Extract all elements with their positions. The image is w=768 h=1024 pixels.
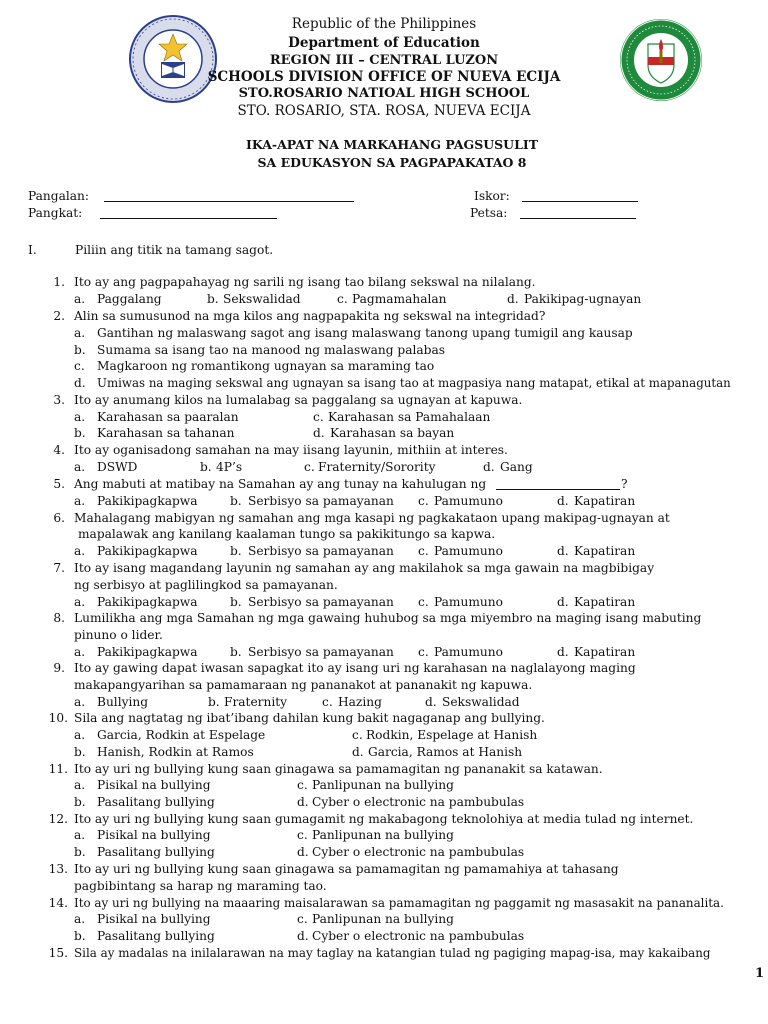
q12-number: 12.	[48, 812, 68, 826]
q4-d-option: Gang	[500, 460, 533, 474]
q10-c-option: Rodkin, Espelage at Hanish	[366, 728, 538, 742]
q7-b-option: Serbisyo sa pamayanan	[248, 595, 394, 609]
q14-text: Ito ay uri ng bullying na maaaring maisalarawan sa pamamagitan ng paggamit ng masasakit na pananalita.	[74, 896, 724, 910]
q5-d-letter: d.	[557, 494, 569, 508]
q9-text-cont: makapangyarihan sa pamamaraan ng pananakot at pananakit ng kapuwa.	[74, 678, 533, 692]
q5-c-option: Pamumuno	[434, 494, 503, 508]
q11-text: Ito ay uri ng bullying kung saan ginagawa sa pamamagitan ng pananakit sa katawan.	[74, 762, 603, 776]
q9-b-letter: b.	[208, 695, 220, 709]
pangkat-label: Pangkat:	[28, 206, 83, 220]
q8-b-letter: b.	[230, 645, 242, 659]
q3-text: Ito ay anumang kilos na lumalabag sa paggalang sa ugnayan at kapuwa.	[74, 393, 523, 407]
q5-b-letter: b.	[230, 494, 242, 508]
header-division: SCHOOLS DIVISION OFFICE OF NUEVA ECIJA	[207, 69, 561, 85]
q8-a-option: Pakikipagkapwa	[97, 645, 198, 659]
q2-a-option: Gantihan ng malaswang sagot ang isang malaswang tanong upang tumigil ang kausap	[97, 326, 633, 340]
header-republic: Republic of the Philippines	[291, 16, 477, 32]
q7-a-option: Pakikipagkapwa	[97, 595, 198, 609]
q14-b-letter: b.	[74, 929, 86, 943]
q15-number: 15.	[48, 946, 68, 960]
petsa-blank[interactable]	[520, 207, 636, 219]
q12-c-letter: c.	[297, 828, 308, 842]
header-region: REGION III – CENTRAL LUZON	[269, 53, 499, 68]
q10-text: Sila ang nagtatag ng ibat’ibang dahilan kung bakit nagaganap ang bullying.	[74, 711, 545, 725]
q7-text-cont: ng serbisyo at paglilingkod sa pamayanan.	[74, 578, 338, 592]
q6-b-letter: b.	[230, 544, 242, 558]
q8-number: 8.	[53, 611, 65, 625]
header-department: Department of Education	[288, 35, 480, 51]
q9-text: Ito ay gawing dapat iwasan sapagkat ito ay isang uri ng karahasan na naglalayong maging	[74, 661, 636, 675]
q8-d-option: Kapatiran	[574, 645, 636, 659]
q6-number: 6.	[53, 511, 65, 525]
q2-text: Alin sa sumusunod na mga kilos ang nagpapakita ng sekswal na integridad?	[74, 309, 546, 323]
q10-b-letter: b.	[74, 745, 86, 759]
q14-d-option: Cyber o electronic na pambubulas	[312, 929, 525, 943]
q9-d-letter: d.	[425, 695, 437, 709]
q8-c-letter: c.	[418, 645, 429, 659]
q11-number: 11.	[48, 762, 68, 776]
q4-number: 4.	[53, 443, 65, 457]
q2-a-letter: a.	[74, 326, 86, 340]
q11-c-letter: c.	[297, 778, 308, 792]
q5-a-option: Pakikipagkapwa	[97, 494, 198, 508]
q15-text: Sila ay madalas na inilalarawan na may taglay na katangian tulad ng pagiging mapag-isa, may kakaibang	[74, 946, 711, 960]
q11-b-letter: b.	[74, 795, 86, 809]
iskor-blank[interactable]	[522, 190, 638, 202]
q13-text: Ito ay uri ng bullying kung saan ginagawa sa pamamagitan ng pamamahiya at tahasang	[74, 862, 619, 876]
pangkat-blank[interactable]	[100, 207, 277, 219]
q12-d-letter: d.	[297, 845, 309, 859]
q7-text: Ito ay isang magandang layunin ng samahan ay ang makilahok sa mga gawain na magbibigay	[74, 561, 655, 575]
header-address: STO. ROSARIO, STA. ROSA, NUEVA ECIJA	[237, 103, 531, 119]
exam-title-line2: SA EDUKASYON SA PAGPAPAKATAO 8	[257, 155, 527, 170]
q4-a-letter: a.	[74, 460, 86, 474]
q8-c-option: Pamumuno	[434, 645, 503, 659]
q1-text: Ito ay ang pagpapahayag ng sarili ng isang tao bilang sekswal na nilalang.	[74, 275, 536, 289]
q10-a-letter: a.	[74, 728, 86, 742]
q9-a-option: Bullying	[97, 695, 149, 709]
q3-b-letter: b.	[74, 426, 86, 440]
q12-b-option: Pasalitang bullying	[97, 845, 215, 859]
q1-a-letter: a.	[74, 292, 86, 306]
q14-d-letter: d.	[297, 929, 309, 943]
q14-b-option: Pasalitang bullying	[97, 929, 215, 943]
q2-b-letter: b.	[74, 343, 86, 357]
q11-d-letter: d.	[297, 795, 309, 809]
q3-c-letter: c.	[313, 410, 324, 424]
petsa-label: Petsa:	[470, 206, 508, 220]
q11-c-option: Panlipunan na bullying	[312, 778, 454, 792]
pangalan-label: Pangalan:	[28, 189, 89, 203]
q7-number: 7.	[53, 561, 65, 575]
q5-b-option: Serbisyo sa pamayanan	[248, 494, 394, 508]
q3-c-option: Karahasan sa Pamahalaan	[328, 410, 491, 424]
q5-d-option: Kapatiran	[574, 494, 636, 508]
q6-c-option: Pamumuno	[434, 544, 503, 558]
q12-a-letter: a.	[74, 828, 86, 842]
q13-text-cont: pagbibintang sa harap ng maraming tao.	[74, 879, 327, 893]
q12-text: Ito ay uri ng bullying kung saan gumagamit ng makabagong teknolohiya at media tulad ng internet.	[74, 812, 694, 826]
q4-c-letter: c.	[304, 460, 315, 474]
q4-b-option: 4P’s	[216, 460, 243, 474]
q3-b-option: Karahasan sa tahanan	[97, 426, 235, 440]
q9-d-option: Sekswalidad	[442, 695, 520, 709]
q7-c-letter: c.	[418, 595, 429, 609]
q6-d-option: Kapatiran	[574, 544, 636, 558]
q1-d-letter: d.	[507, 292, 519, 306]
q11-a-option: Pisikal na bullying	[97, 778, 211, 792]
q3-number: 3.	[53, 393, 65, 407]
q6-text-cont: mapalawak ang kanilang kaalaman tungo sa pakikitungo sa kapwa.	[78, 527, 496, 541]
q5-question-mark: ?	[621, 477, 628, 491]
q12-c-option: Panlipunan na bullying	[312, 828, 454, 842]
q4-d-letter: d.	[483, 460, 495, 474]
q3-a-option: Karahasan sa paaralan	[97, 410, 239, 424]
q11-a-letter: a.	[74, 778, 86, 792]
section-number: I.	[28, 243, 37, 257]
header-school: STO.ROSARIO NATIOAL HIGH SCHOOL	[238, 86, 530, 101]
q1-b-option: Sekswalidad	[223, 292, 301, 306]
q6-b-option: Serbisyo sa pamayanan	[248, 544, 394, 558]
q8-b-option: Serbisyo sa pamayanan	[248, 645, 394, 659]
q4-b-letter: b.	[200, 460, 212, 474]
q12-d-option: Cyber o electronic na pambubulas	[312, 845, 525, 859]
q7-d-option: Kapatiran	[574, 595, 636, 609]
q2-b-option: Sumama sa isang tao na manood ng malaswang palabas	[97, 343, 445, 357]
q12-a-option: Pisikal na bullying	[97, 828, 211, 842]
q3-d-option: Karahasan sa bayan	[330, 426, 455, 440]
q10-b-option: Hanish, Rodkin at Ramos	[97, 745, 254, 759]
q11-d-option: Cyber o electronic na pambubulas	[312, 795, 525, 809]
q14-a-option: Pisikal na bullying	[97, 912, 211, 926]
q6-a-option: Pakikipagkapwa	[97, 544, 198, 558]
q5-number: 5.	[53, 477, 65, 491]
q2-c-letter: c.	[74, 359, 85, 373]
q2-c-option: Magkaroon ng romantikong ugnayan sa maraming tao	[97, 359, 435, 373]
q6-c-letter: c.	[418, 544, 429, 558]
q8-a-letter: a.	[74, 645, 86, 659]
q10-a-option: Garcia, Rodkin at Espelage	[97, 728, 266, 742]
q1-c-option: Pagmamahalan	[352, 292, 447, 306]
q13-number: 13.	[48, 862, 68, 876]
iskor-label: Iskor:	[474, 189, 510, 203]
q8-text-cont: pinuno o lider.	[74, 628, 163, 642]
q3-a-letter: a.	[74, 410, 86, 424]
q1-b-letter: b.	[207, 292, 219, 306]
page-number: 1	[755, 966, 765, 981]
q5-c-letter: c.	[418, 494, 429, 508]
q6-a-letter: a.	[74, 544, 86, 558]
q9-b-option: Fraternity	[224, 695, 288, 709]
q2-number: 2.	[53, 309, 65, 323]
q9-c-option: Hazing	[338, 695, 382, 709]
q10-d-letter: d.	[352, 745, 364, 759]
q14-c-option: Panlipunan na bullying	[312, 912, 454, 926]
q3-d-letter: d.	[313, 426, 325, 440]
q9-c-letter: c.	[322, 695, 333, 709]
exam-title-line1: IKA-APAT NA MARKAHANG PAGSUSULIT	[245, 137, 539, 152]
q12-b-letter: b.	[74, 845, 86, 859]
q10-c-letter: c.	[352, 728, 363, 742]
q14-c-letter: c.	[297, 912, 308, 926]
pangalan-blank[interactable]	[104, 190, 354, 202]
q1-d-option: Pakikipag-ugnayan	[524, 292, 642, 306]
q2-d-letter: d.	[74, 376, 86, 390]
q4-text: Ito ay oganisadong samahan na may iisang layunin, mithiin at interes.	[74, 443, 508, 457]
q8-d-letter: d.	[557, 645, 569, 659]
q1-number: 1.	[53, 275, 65, 289]
q5-answer-blank[interactable]	[496, 478, 620, 490]
q6-d-letter: d.	[557, 544, 569, 558]
q5-text: Ang mabuti at matibay na Samahan ay ang tunay na kahulugan ng	[74, 477, 487, 491]
q7-b-letter: b.	[230, 595, 242, 609]
q6-text: Mahalagang mabigyan ng samahan ang mga kasapi ng pagkakataon upang makipag-ugnayan at	[74, 511, 670, 525]
q1-c-letter: c.	[337, 292, 348, 306]
q2-d-option: Umiwas na maging sekswal ang ugnayan sa isang tao at magpasiya nang matapat, etikal at mapanagutan	[97, 376, 731, 390]
q9-a-letter: a.	[74, 695, 86, 709]
q11-b-option: Pasalitang bullying	[97, 795, 215, 809]
q4-c-option: Fraternity/Sorority	[318, 460, 436, 474]
q8-text: Lumilikha ang mga Samahan ng mga gawaing huhubog sa mga miyembro na maging isang mabuting	[74, 611, 702, 625]
section-instruction: Piliin ang titik na tamang sagot.	[75, 243, 274, 257]
q7-d-letter: d.	[557, 595, 569, 609]
q14-a-letter: a.	[74, 912, 86, 926]
q4-a-option: DSWD	[97, 460, 138, 474]
q7-a-letter: a.	[74, 595, 86, 609]
q14-number: 14.	[48, 896, 68, 910]
q9-number: 9.	[53, 661, 65, 675]
q7-c-option: Pamumuno	[434, 595, 503, 609]
q1-a-option: Paggalang	[97, 292, 162, 306]
q10-d-option: Garcia, Ramos at Hanish	[368, 745, 523, 759]
q10-number: 10.	[48, 711, 68, 725]
q5-a-letter: a.	[74, 494, 86, 508]
